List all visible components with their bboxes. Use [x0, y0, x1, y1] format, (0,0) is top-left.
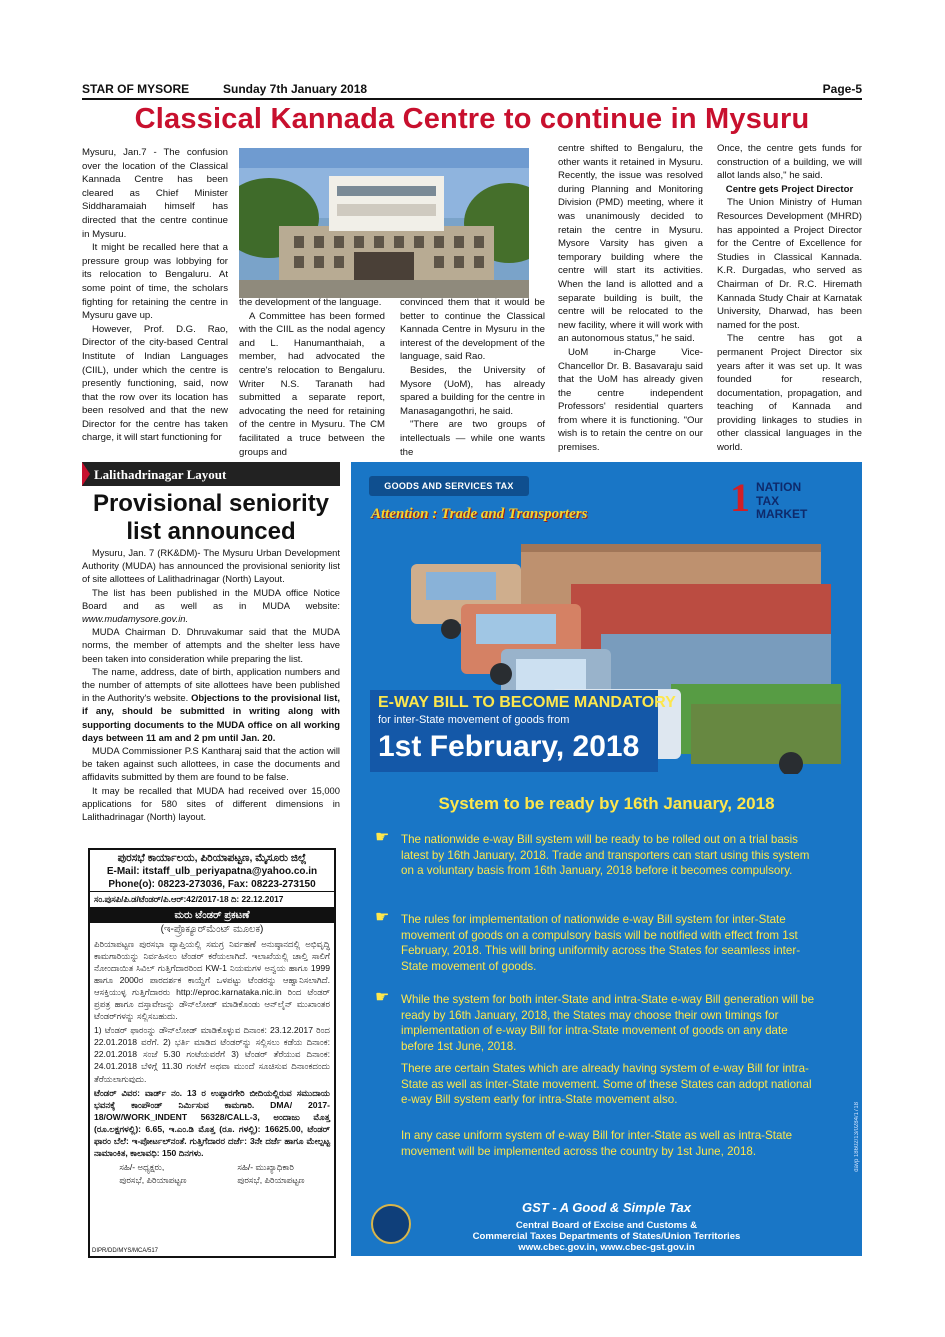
tender-subtitle: (ಇ-ಪ್ರೊಕ್ಯೂರ್‌ಮೆಂಟ್ ಮೂಲಕ)	[160, 923, 264, 935]
tender-body: ಪಿರಿಯಾಪಟ್ಟಣ ಪುರಸಭಾ ವ್ಯಾಪ್ತಿಯಲ್ಲಿ ಸಮಗ್ರ ನಿರ್ವಹಣೆ ಅನುಷ್ಠಾನದಲ್ಲಿ ಅಭಿವೃದ್ಧಿ ಕಾಮಗಾರಿಯನ್ನು ನಿರ್ವಹಿಸಲು ಟೆಂಡರ್ ಕರೆಯಲಾಗಿದೆ. ಇಲಾಖೆಯಲ್ಲಿ ಚಾಲ್ತಿ ಸಾಲಿಗೆ ನೋಂದಾಯಿತ ಸಿವಿಲ್ ಗುತ್ತಿಗೆದಾರರಿಂದ KW-1 ನಿಯಮಗಳ ಅನ್ವಯ ಹಾಗೂ 1999 ಹಾಗೂ 2000ರ ಪಾರದರ್ಶಕ ಕಾಯ್ದೆಗೆ ಒಳಪಟ್ಟು ಟೆಂಡರನ್ನು ಆಹ್ವಾನಿಸಲಾಗಿದೆ. ಆಸಕ್ತಿಯುಳ್ಳ ಗುತ್ತಿಗೆದಾರರು http://eproc.karnataka.nic.in ರಿಂದ ಟೆಂಡರ್ ಪ್ರಪತ್ರ ಹಾಗೂ ದಸ್ತಾವೇಜನ್ನು ಡೌನ್‌ಲೋಡ್ ಮಾಡಿಕೊಂಡು ಆನ್‌ಲೈನ್ ಮುಖಾಂತರ ಟೆಂಡರ್‌ಗಳನ್ನು ಸಲ್ಲಿಸಬಹುದು.	[94, 938, 330, 1022]
building-photo-illustration	[239, 148, 529, 298]
story-paragraph: MUDA Chairman D. Dhruvakumar said that the MUDA norms, the member of attempts and the shelter less have been taken into consideration while preparing the list.	[82, 626, 340, 664]
article-column-2	[239, 296, 385, 459]
logo-line: TAX	[756, 494, 780, 508]
page-number: Page-5	[822, 82, 862, 96]
ad-point-text: While the system for both inter-State and intra-State e-way Bill generation will be ready by 16th January, 2018, the States may choose their own timings for implementation of e-way Bill for intra-State movement of goods on any date before 1st June, 2018.	[401, 993, 815, 1053]
signature-office: ಪುರಸಭೆ, ಪಿರಿಯಾಪಟ್ಟಣ	[237, 1174, 305, 1185]
article-column-1	[82, 146, 228, 445]
davp-code: davp 18602/13/0284/1718	[854, 1102, 860, 1172]
story-paragraph	[82, 665, 340, 744]
article-paragraph: It might be recalled here that a pressure group was lobbying for its relocation to Bengaluru. At some point of time, the scholars fighting for retaining the centre in Mysuru gave up.	[82, 242, 228, 322]
ad-paragraph-4: There are certain States which are already having system of e-way Bill for intra-State as well as inter-State movement. Some of these States can adopt national e-way Bill system early for intra-State movement also.	[401, 1062, 812, 1106]
tag-marker-icon	[82, 462, 90, 486]
tender-signatures	[90, 1161, 334, 1186]
tender-email: E-Mail: itstaff_ulb_periyapatna@yahoo.co.in	[106, 866, 318, 877]
masthead	[82, 80, 862, 98]
dipr-code: DIPR/DD/MYS/MCA/517	[92, 1247, 159, 1254]
story-paragraph: Mysuru, Jan. 7 (RK&DM)- The Mysuru Urban Development Authority (MUDA) has announced the provisional seniority list of site allottees of Lalithadrinagar (North) Layout.	[82, 547, 340, 585]
cill-building-photo	[239, 148, 529, 298]
issue-date: Sunday 7th January 2018	[223, 82, 368, 96]
signature-president	[119, 1161, 186, 1186]
article-paragraph: The Union Ministry of Human Resources Development (MHRD) has appointed a Project Director for the Centre of Excellence for Studies in Classical Kannada. K.R. Durgadas, who served as Chairman of Dr. R.C. Hiremath Kannada Study Chair at Karnatak University, Dharwad, has been named for the post.	[717, 197, 862, 331]
article-paragraph: UoM in-Charge Vice-Chancellor Dr. B. Basavaraju said that the UoM has already given the centre independent Professors' residential quarters from where it is functioning. "Our wish is to retain the centre on our premises.	[558, 346, 703, 454]
ad-attention: Attention : Trade and Transporters	[371, 506, 588, 522]
logo-one: 1	[730, 475, 750, 520]
signature-chief-officer	[237, 1161, 304, 1186]
cbec-footer	[351, 1220, 862, 1253]
ad-paragraph-5: In any case uniform system of e-way Bill for inter-State as well as intra-State movement will be implemented across the country by 1st June, 2018.	[401, 1129, 793, 1158]
article-paragraph: The centre has got a permanent Project Director six years after it was set up. It was founded for research, documentation, propagation, and teaching of Kannada and providing linkages to studies in other classical languages in the world.	[717, 333, 862, 454]
gst-eway-bill-ad	[351, 462, 862, 1256]
cbec-line: Central Board of Excise and Customs &	[515, 1220, 698, 1231]
tender-notice	[88, 848, 336, 1258]
story-paragraph: It may be recalled that MUDA had received over 15,000 applications for 580 sites of different dimensions in Lalithadrinagar (North) layout.	[82, 784, 340, 823]
ad-point-1	[375, 829, 819, 879]
logo-line: MARKET	[756, 507, 808, 521]
ad-point-text: The rules for implementation of nationwide e-way Bill system for inter-State movement of goods on a compulsory basis will be notified with effect from 1st February, 2018. This will bring uniformity across the States for seamless inter-State movement of goods.	[401, 913, 801, 973]
article-column-4	[558, 142, 703, 455]
paper-name: STAR OF MYSORE	[82, 82, 190, 96]
article-paragraph: Once, the centre gets funds for construction of a building, we will allot lands also," he said.	[717, 143, 862, 182]
story-bold-text: Objections to the provisional list, if any, should be submitted in writing along with supporting documents to the MUDA office on all working days between 11 am and 2 pm until Jan. 20.	[82, 692, 340, 743]
one-nation-logo	[730, 476, 850, 520]
mandatory-banner	[370, 690, 676, 772]
story-heading: Provisional seniority list announced	[92, 490, 330, 545]
article-paragraph: A Committee has been formed with the CIIL as the nodal agency and L. Hanumanthaiah, a member, had advocated the centre's relocation to Bengaluru. Writer N.S. Taranath had submitted a separate report, advocating the need for retaining of the centre in Mysuru. The CM facilitated a truce between the groups and	[239, 310, 385, 458]
ad-point-3	[375, 989, 819, 1054]
article-paragraph: However, Prof. D.G. Rao, Director of the city-based Central Institute of Indian Languages (CIIL), under which the centre is presently functioning, said, now that the row over its location has been resolved and that the new Director for the centre has taken charge, it will start functioning for	[82, 323, 228, 444]
pointing-hand-icon: ☛	[375, 989, 390, 1006]
signature-office: ಪುರಸಭೆ, ಪಿರಿಯಾಪಟ್ಟಣ	[119, 1174, 187, 1185]
cbec-line: Commercial Taxes Departments of States/Union Territories	[472, 1231, 741, 1242]
tender-details: ಟೆಂಡರ್ ವಿವರ: ವಾರ್ಡ್ ನಂ. 13 ರ ಉಪ್ಪಾರಗೇರಿ ಬೀದಿಯಲ್ಲಿರುವ ಸಮುದಾಯ ಭವನಕ್ಕೆ ಕಾಂಪೌಂಡ್ ನಿರ್ಮಿಸುವ ಕಾಮಗಾರಿ. DMA/ 2017-18/OW/WORK_INDENT 56328/CALL-3, ಅಂದಾಜು ಮೊತ್ತ (ರೂ.ಲಕ್ಷಗಳಲ್ಲಿ): 6.65, ಇ.ಎಂ.ಡಿ ಮೊತ್ತ (ರೂ. ಗಳಲ್ಲಿ): 16625.00, ಟೆಂಡರ್ ಫಾರಂ ಬೆಲೆ: ಇ-ಪೋರ್ಟಲ್‌ನಂತೆ. ಗುತ್ತಿಗೆದಾರರ ದರ್ಜೆ: 3ನೇ ದರ್ಜೆ ಹಾಗೂ ಮೇಲ್ಪಟ್ಟ ನಾಮಾಂಕಿತ, ಕಾಲಾವಧಿ: 150 ದಿನಗಳು.	[94, 1087, 330, 1159]
banner-title: E-WAY BILL TO BECOME MANDATORY	[378, 694, 676, 711]
story-text: The name, address, date of birth, application numbers and the number of attempts of site allottees have been published in the Authority's website.	[82, 665, 340, 704]
banner-subtitle: for inter-State movement of goods from	[378, 714, 570, 726]
article-paragraph: Besides, the University of Mysore (UoM), has already spared a building for the centre in Manasagangothri, he said.	[400, 364, 545, 417]
article-column-5	[717, 142, 862, 455]
tender-phone: Phone(o): 08223-273036, Fax: 08223-273150	[108, 879, 316, 890]
article-paragraph: convinced them that it would be better to continue the Classical Kannada Centre in Mysuru in the interest of the development of the language, said Rao.	[400, 297, 545, 363]
story-paragraph	[82, 586, 340, 626]
pointing-hand-icon: ☛	[375, 829, 390, 846]
article-paragraph: "There are two groups of intellectuals — while one wants the	[400, 419, 545, 458]
cbec-websites[interactable]: www.cbec.gov.in, www.cbec-gst.gov.in	[518, 1242, 695, 1253]
ad-point-2	[375, 909, 819, 974]
tender-ref: ಸಂ.ಪುಸಪಿ/ಪಿ.ಡ/ಟೆಂಡರ್/ಪಿ.ಆರ್:42/2017-18 ದಿ: 22.12.2017	[90, 891, 334, 907]
banner-date: 1st February, 2018	[378, 730, 640, 763]
signature-title: ಸಹಿ/- ಮುಖ್ಯಾಧಿಕಾರಿ	[237, 1162, 294, 1173]
gst-tagline: GST - A Good & Simple Tax	[521, 1200, 691, 1215]
main-headline: Classical Kannada Centre to continue in Mysuru	[134, 103, 810, 135]
article-paragraph: centre shifted to Bengaluru, the other wants it retained in Mysuru. Recently, the issue was resolved during Planning and Monitoring Division (PMD) meeting, where it was unanimously decided to retain the centre in Mysuru. Mysore Varsity has given a temporary building where the centre will start its activities. When the land is allotted and a separate building is built, the centre will be relocated to the new facility, where it will work with an autonomous status," he said.	[558, 143, 703, 345]
story-text: The list has been published in the MUDA office Notice Board and as well as in MUDA website:	[82, 586, 340, 611]
article-paragraph: the development of the language.	[239, 297, 382, 308]
section-tag: Lalithadrinagar Layout	[94, 467, 227, 482]
pointing-hand-icon: ☛	[375, 909, 390, 926]
article-paragraph: Mysuru, Jan.7 - The confusion over the location of the Classical Kannada Centre has been cleared as Chief Minister Siddharamaiah himself has directed that the centre continue in Mysuru.	[82, 147, 228, 240]
article-column-3	[400, 296, 545, 459]
story-paragraph: MUDA Commissioner P.S Kantharaj said that the action will be taken against such allottees, in case the documents and affidavits submitted by them are found to be false.	[82, 745, 340, 783]
muda-website-link[interactable]: www.mudamysore.gov.in.	[82, 613, 189, 625]
logo-line: NATION	[756, 480, 802, 494]
system-ready-heading: System to be ready by 16th January, 2018	[438, 794, 775, 813]
masthead-rule	[82, 98, 862, 100]
tender-office: ಪುರಸಭೆ ಕಾರ್ಯಾಲಯ, ಪಿರಿಯಾಪಟ್ಟಣ, ಮೈಸೂರು ಜಿಲ್ಲೆ	[117, 852, 307, 864]
story-body	[82, 546, 340, 823]
section-tag-bar	[82, 462, 340, 486]
tender-dates: 1) ಟೆಂಡರ್ ಫಾರಂನ್ನು ಡೌನ್‌ಲೋಡ್ ಮಾಡಿಕೊಳ್ಳುವ ದಿನಾಂಕ: 23.12.2017 ರಿಂದ 22.01.2018 ವರೆಗೆ. 2) ಭರ್ತಿ ಮಾಡಿದ ಟೆಂಡರ್‌ನ್ನು ಸಲ್ಲಿಸಲು ಕಡೆಯ ದಿನಾಂಕ: 22.01.2018 ಸಂಜೆ 5.30 ಗಂಟೆಯವರೆಗೆ 3) ಟೆಂಡರ್ ತೆರೆಯುವ ದಿನಾಂಕ: 24.01.2018 ಬೆಳಿಗ್ಗೆ 11.30 ಗಂಟೆಗೆ ಅಥವಾ ಮುಂದೆ ಸೂಚಿಸುವ ದಿನಾಂಕದಂದು ತೆರೆಯಲಾಗುವುದು.	[94, 1025, 330, 1084]
gst-tab: GOODS AND SERVICES TAX	[369, 476, 529, 496]
ad-point-text: The nationwide e-way Bill system will be ready to be rolled out on a trial basis latest by 16th January, 2018. Trade and transporters can start using this system on a voluntary basis from 16th January, 2018 before it becomes compulsory.	[401, 833, 810, 877]
tender-title: ಮರು ಟೆಂಡರ್ ಪ್ರಕಟಣೆ	[90, 907, 334, 923]
article-subheading: Centre gets Project Director	[725, 183, 854, 195]
signature-title: ಸಹಿ/- ಅಧ್ಯಕ್ಷರು,	[119, 1162, 165, 1173]
